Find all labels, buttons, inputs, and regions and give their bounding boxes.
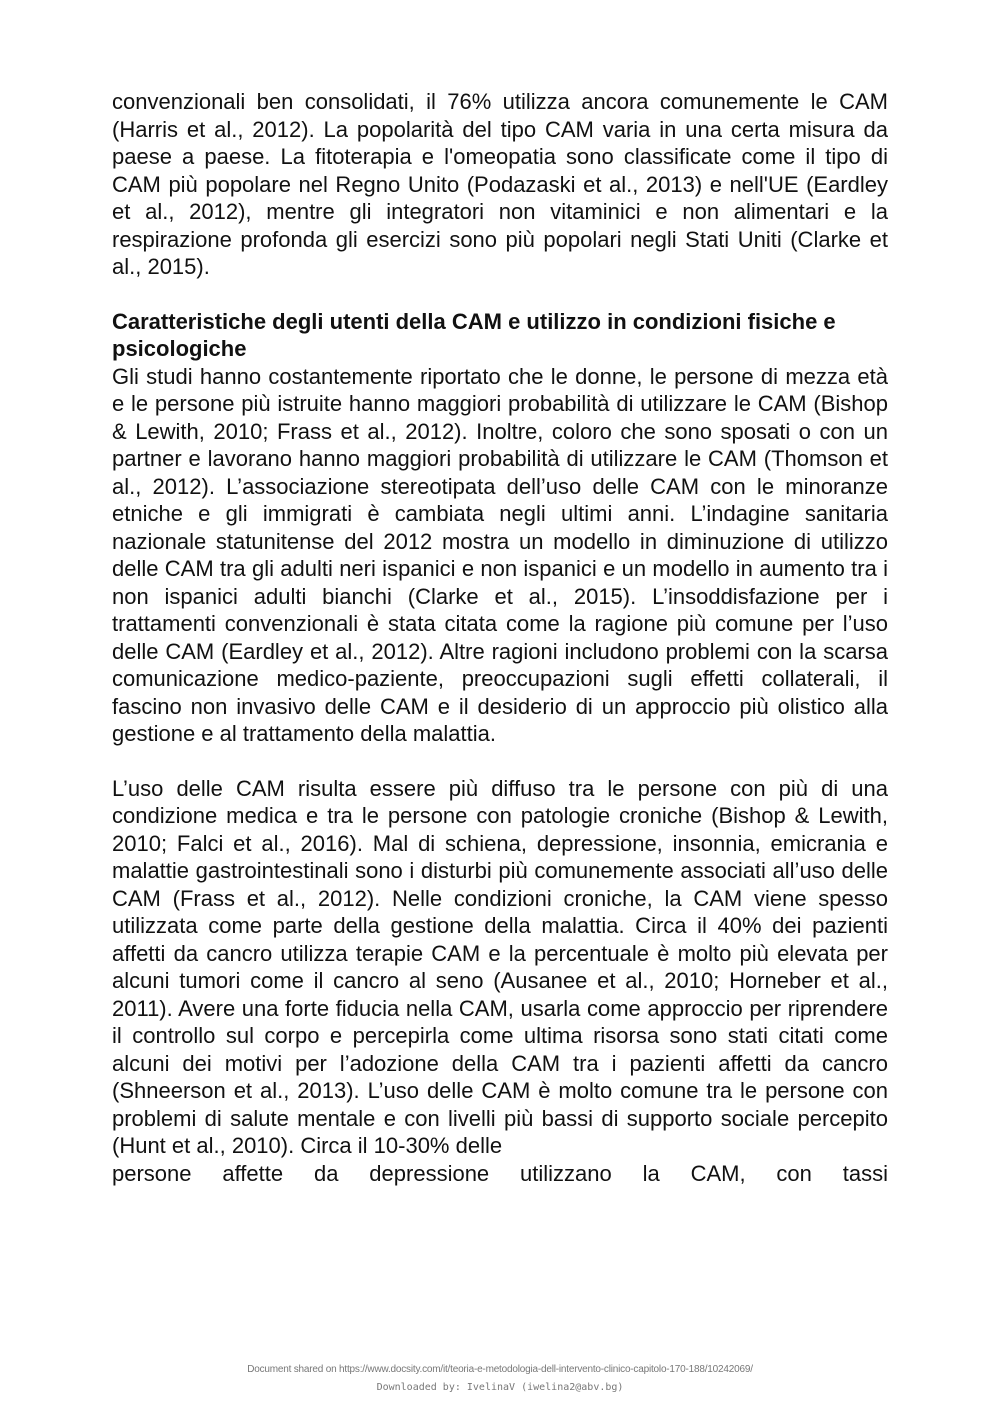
body-paragraph xyxy=(112,775,888,1188)
paragraph-last-line: persone affette da depressione utilizzano la CAM, con tassi xyxy=(112,1160,888,1186)
paragraph-text: L’uso delle CAM risulta essere più diffuso tra le persone con più di una condizione medica e tra le persone con patologie croniche (Bishop & Lewith, 2010; Falci et al., 2016). Mal di schiena, depressione, insonnia, emicrania e malattie gastrointestinali sono i disturbi più comunemente associati all’uso delle CAM (Frass et al., 2012). Nelle condizioni croniche, la CAM viene spesso utilizzata come parte della gestione della malattia. Circa il 40% dei pazienti affetti da cancro utilizza terapie CAM e la percentuale è molto più elevata per alcuni tumori come il cancro al seno (Ausanee et al., 2010; Horneber et al., 2011). Avere una forte fiducia nella CAM, usarla come approccio per riprendere il controllo sul corpo e percepirla come ultima risorsa sono stati citati come alcuni dei motivi per l’adozione della CAM tra i pazienti affetti da cancro (Shneerson et al., 2013). L’uso delle CAM è molto comune tra le persone con problemi di salute mentale e con livelli più bassi di supporto sociale percepito (Hunt et al., 2010). Circa il 10-30% delle xyxy=(112,775,888,1158)
footer-shared-link[interactable]: Document shared on https://www.docsity.com/it/teoria-e-metodologia-dell-intervento-clinico-capitolo-170-188/10242069/ xyxy=(247,1364,753,1375)
body-paragraph: Gli studi hanno costantemente riportato che le donne, le persone di mezza età e le persone più istruite hanno maggiori probabilità di utilizzare le CAM (Bishop & Lewith, 2010; Frass et al., 2012). Inoltre, coloro che sono sposati o con un partner e lavorano hanno maggiori probabilità di utilizzare le CAM (Thomson et al., 2012). L’associazione stereotipata dell’uso delle CAM con le minoranze etniche e gli immigrati è cambiata negli ultimi anni. L’indagine sanitaria nazionale statunitense del 2012 mostra un modello in diminuzione di utilizzo delle CAM tra gli adulti neri ispanici e non ispanici e un modello in aumento tra i non ispanici adulti bianchi (Clarke et al., 2015). L’insoddisfazione per i trattamenti convenzionali è stata citata come la ragione più comune per l’uso delle CAM (Eardley et al., 2012). Altre ragioni includono problemi con la scarsa comunicazione medico-paziente, preoccupazioni sugli effetti collaterali, il fascino non invasivo delle CAM e il desiderio di un approccio più olistico alla gestione e al trattamento della malattia. xyxy=(112,363,888,746)
document-page xyxy=(112,88,888,1187)
footer-downloaded-by: Downloaded by: IvelinaV (iwelina2@abv.bg) xyxy=(376,1382,624,1393)
section-heading: Caratteristiche degli utenti della CAM e utilizzo in condizioni fisiche e psicologiche xyxy=(112,308,836,361)
body-paragraph: convenzionali ben consolidati, il 76% utilizza ancora comunemente le CAM (Harris et al., 2012). La popolarità del tipo CAM varia in una certa misura da paese a paese. La fitoterapia e l'omeopatia sono classificate come il tipo di CAM più popolare nel Regno Unito (Podazaski et al., 2013) e nell'UE (Eardley et al., 2012), mentre gli integratori non vitaminici e non alimentari e la respirazione profonda gli esercizi sono più popolari negli Stati Uniti (Clarke et al., 2015). xyxy=(112,89,888,279)
